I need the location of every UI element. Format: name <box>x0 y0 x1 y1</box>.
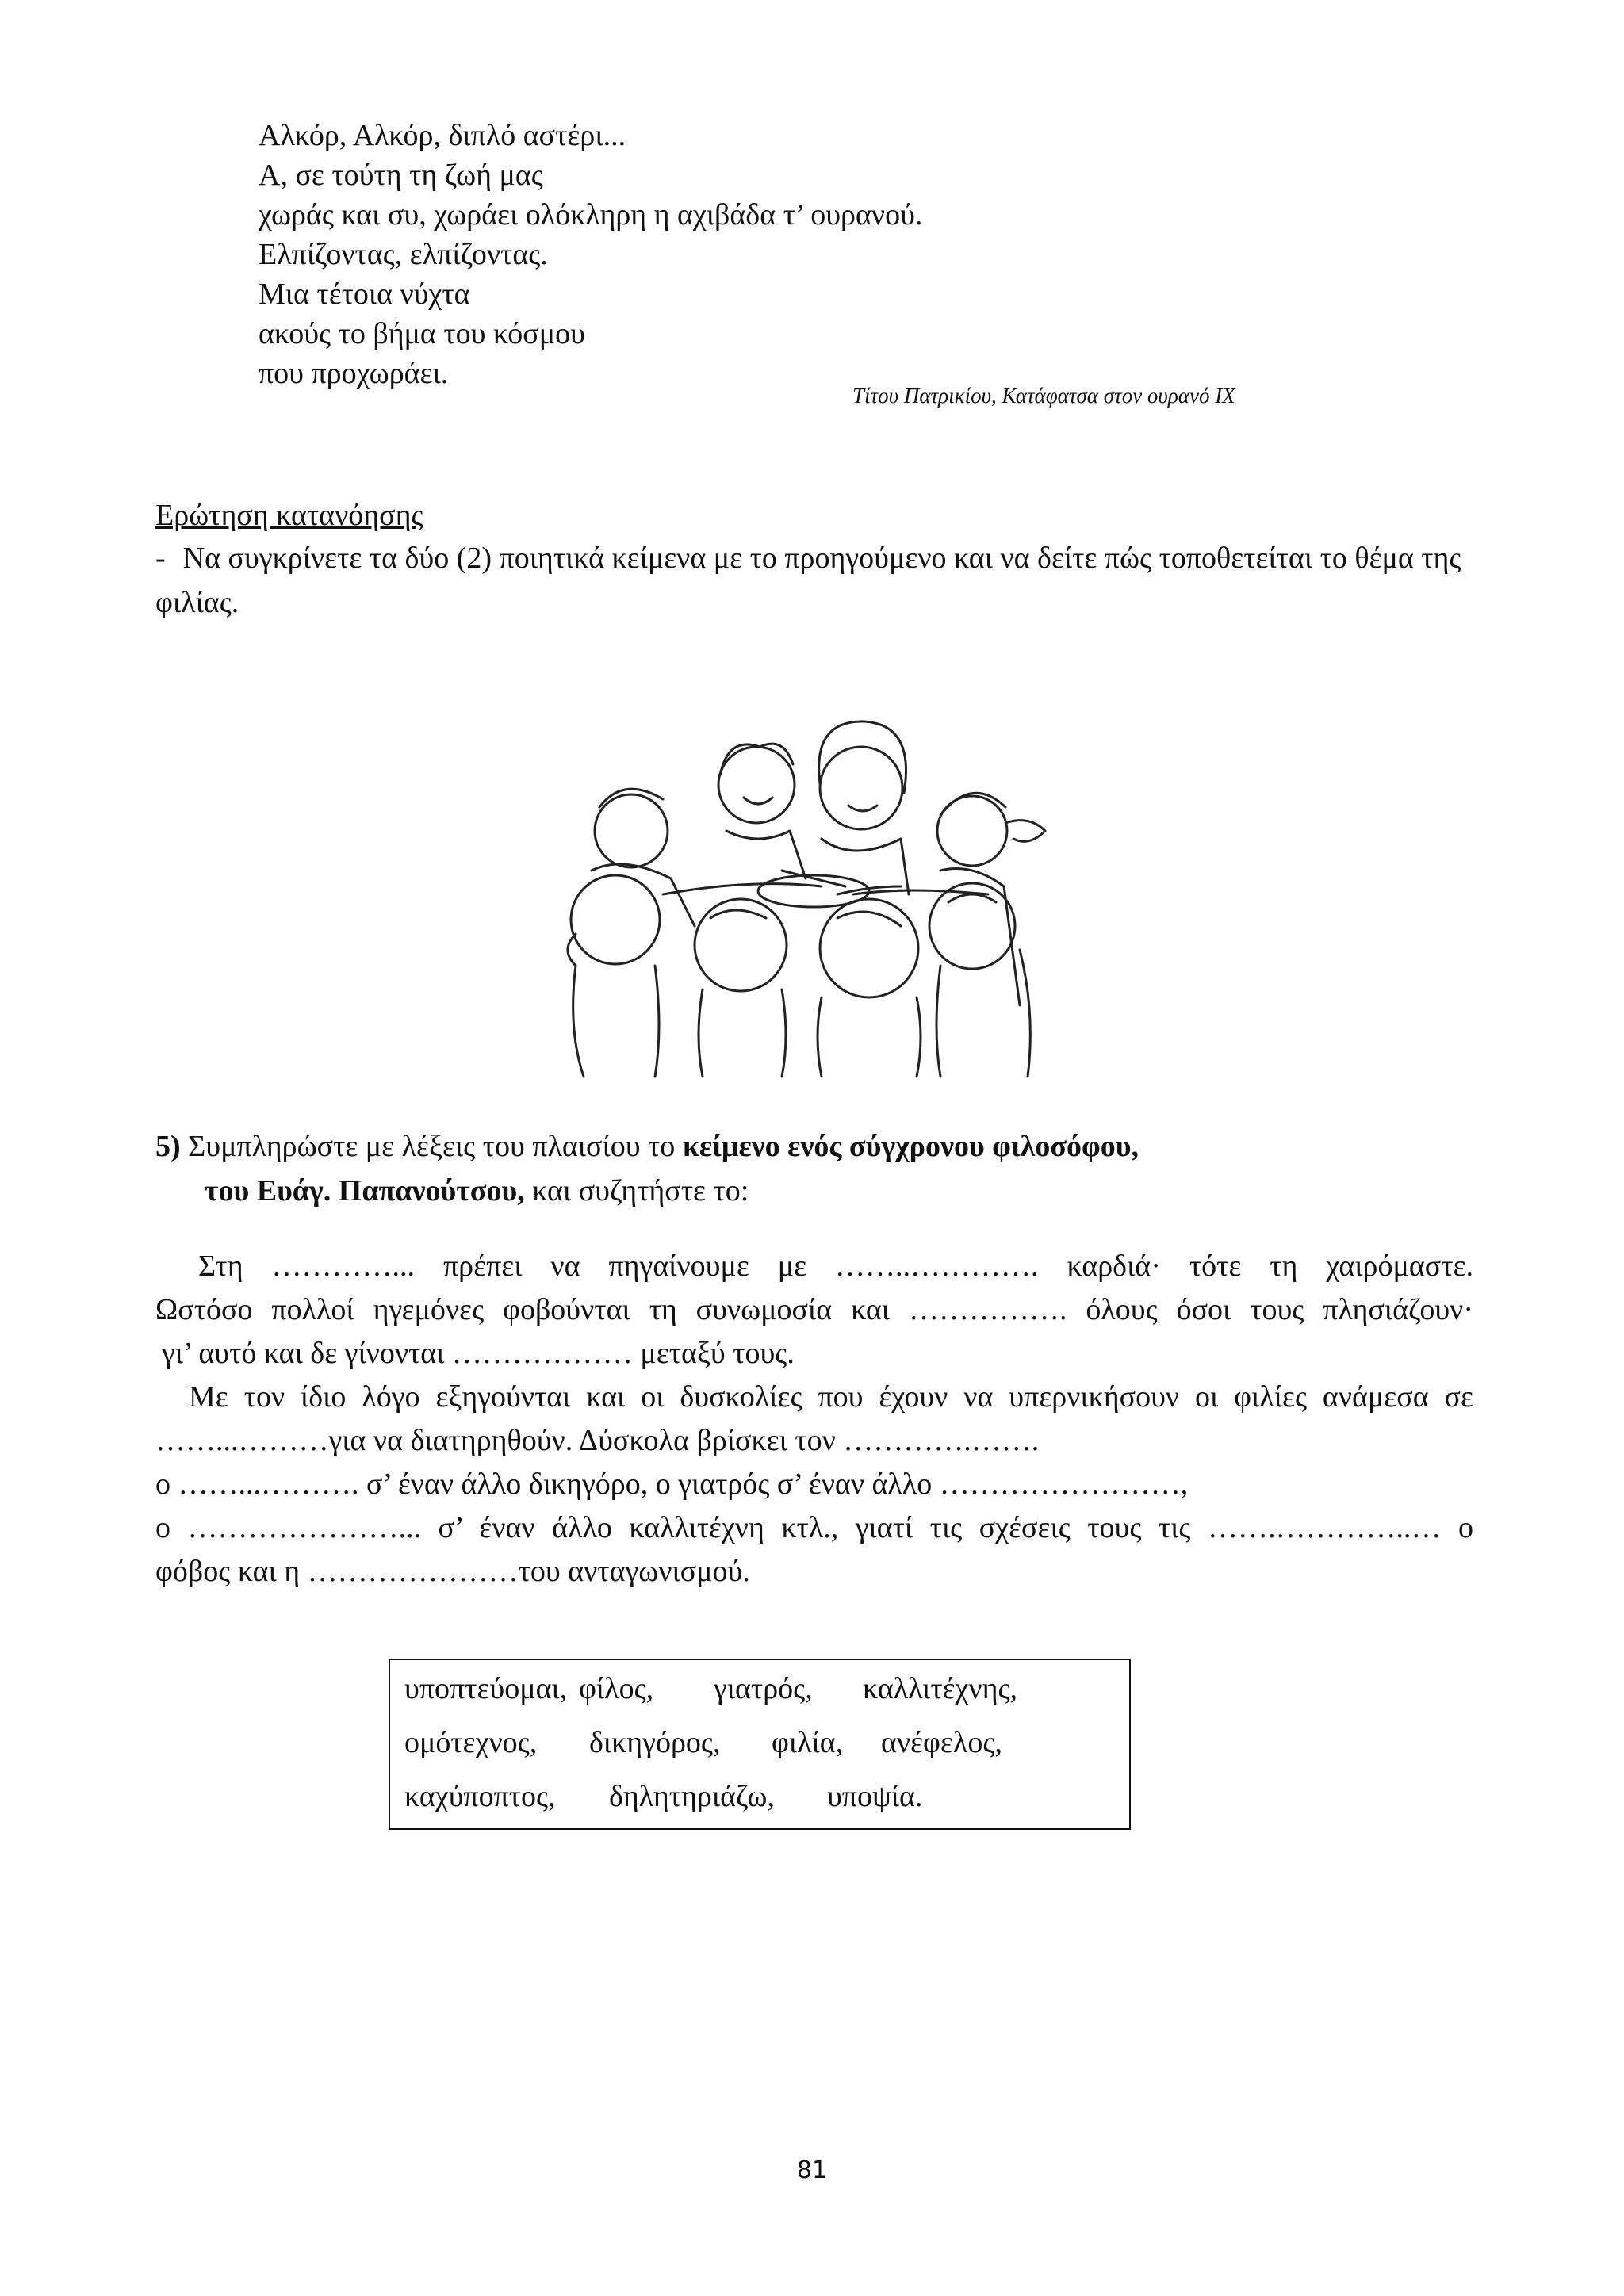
poem <box>259 116 922 393</box>
question-dash: - <box>155 541 166 575</box>
fill-line: ο …………………... σ’ έναν άλλο καλλιτέχνη κτλ., γιατί τις σχέσεις τους τις …….…………..… ο <box>155 1511 1473 1544</box>
page-number: 81 <box>796 2156 828 2184</box>
child-head-icon <box>929 883 1015 969</box>
poem-line: Μια τέτοια νύχτα <box>259 277 470 311</box>
word-box-row <box>404 1725 1129 1779</box>
poem-line: Αλκόρ, Αλκόρ, διπλό αστέρι... <box>259 119 626 152</box>
fill-line: Ωστόσο πολλοί ηγεμόνες φοβούνται τη συνωμοσία και ……………. όλους όσοι τους πλησιάζουν· <box>155 1293 1473 1326</box>
word-box-word: υποψία. <box>827 1780 923 1813</box>
poem-line: που προχωράει. <box>259 357 449 390</box>
word-box-row <box>404 1779 1129 1833</box>
exercise-bold-title: κείμενο ενός σύγχρονου φιλοσόφου, <box>682 1130 1139 1163</box>
fill-in-text <box>155 1245 1473 1594</box>
child-head-icon <box>595 794 668 867</box>
exercise-bold-author: του Ευάγ. Παπανούτσου, <box>205 1174 525 1207</box>
word-box-word: δικηγόρος, <box>589 1726 721 1759</box>
fill-line: γι’ αυτό και δε γίνονται ……………… μεταξύ τους. <box>162 1337 795 1370</box>
word-box-word: καλλιτέχνης, <box>863 1672 1018 1705</box>
question-text: Να συγκρίνετε τα δύο (2) ποιητικά κείμενα με το προηγούμενο και να δείτε πώς τοποθετείται το θέμα της φιλίας. <box>155 541 1461 619</box>
poem-line: χωράς και συ, χωράει ολόκληρη η αχιβάδα τ’ ουρανού. <box>259 198 923 232</box>
poem-attribution: Τίτου Πατρικίου, Κατάφατσα στον ουρανό IX <box>852 384 1235 408</box>
child-head-icon <box>695 899 787 991</box>
child-head-icon <box>571 875 660 964</box>
poem-line: ακούς το βήμα του κόσμου <box>259 317 585 350</box>
fill-line: Στη …………... πρέπει να πηγαίνουμε με ……..…………. καρδιά· τότε τη χαιρόμαστε. <box>198 1249 1473 1283</box>
exercise-intro: Συμπληρώστε με λέξεις του πλαισίου το <box>188 1130 676 1163</box>
word-box-word: ανέφελος, <box>881 1726 1002 1759</box>
child-head-icon <box>820 899 918 997</box>
exercise-tail: και συζητήστε το: <box>532 1174 749 1207</box>
poem-line: Ελπίζοντας, ελπίζοντας. <box>259 238 548 271</box>
child-head-icon <box>718 747 795 823</box>
word-box-word: γιατρός, <box>714 1672 813 1705</box>
question-body <box>155 536 1472 625</box>
fill-line: ο ……...………. σ’ έναν άλλο δικηγόρο, ο γιατρός σ’ έναν άλλο ……………………, <box>155 1468 1189 1501</box>
fill-line: ……...………για να διατηρηθούν. Δύσκολα βρίσκει τον ………….……. <box>155 1424 1040 1457</box>
child-head-icon <box>820 747 902 829</box>
poem-line: Α, σε τούτη τη ζωή μας <box>259 159 543 192</box>
word-box-word: ομότεχνος, <box>404 1726 538 1759</box>
word-box-row <box>404 1671 1129 1725</box>
exercise-number: 5) <box>155 1130 181 1163</box>
question-title: Ερώτηση κατανόησης <box>155 499 423 532</box>
word-box-word: δηλητηριάζω, <box>609 1780 775 1813</box>
word-box-word: υποπτεύομαι, <box>404 1672 568 1705</box>
word-box <box>389 1659 1131 1830</box>
exercise-5-heading <box>155 1124 1139 1213</box>
fill-line: Με τον ίδιο λόγο εξηγούνται και οι δυσκολίες που έχουν να υπερνικήσουν οι φιλίες ανάμεσα σε <box>189 1380 1473 1414</box>
fill-line: φόβος και η …………………του ανταγωνισμού. <box>155 1555 750 1588</box>
word-box-word: καχύποπτος, <box>404 1780 556 1813</box>
children-group-illustration <box>544 712 1083 1078</box>
word-box-word: φιλία, <box>772 1726 844 1759</box>
word-box-word: φίλος, <box>579 1672 654 1705</box>
